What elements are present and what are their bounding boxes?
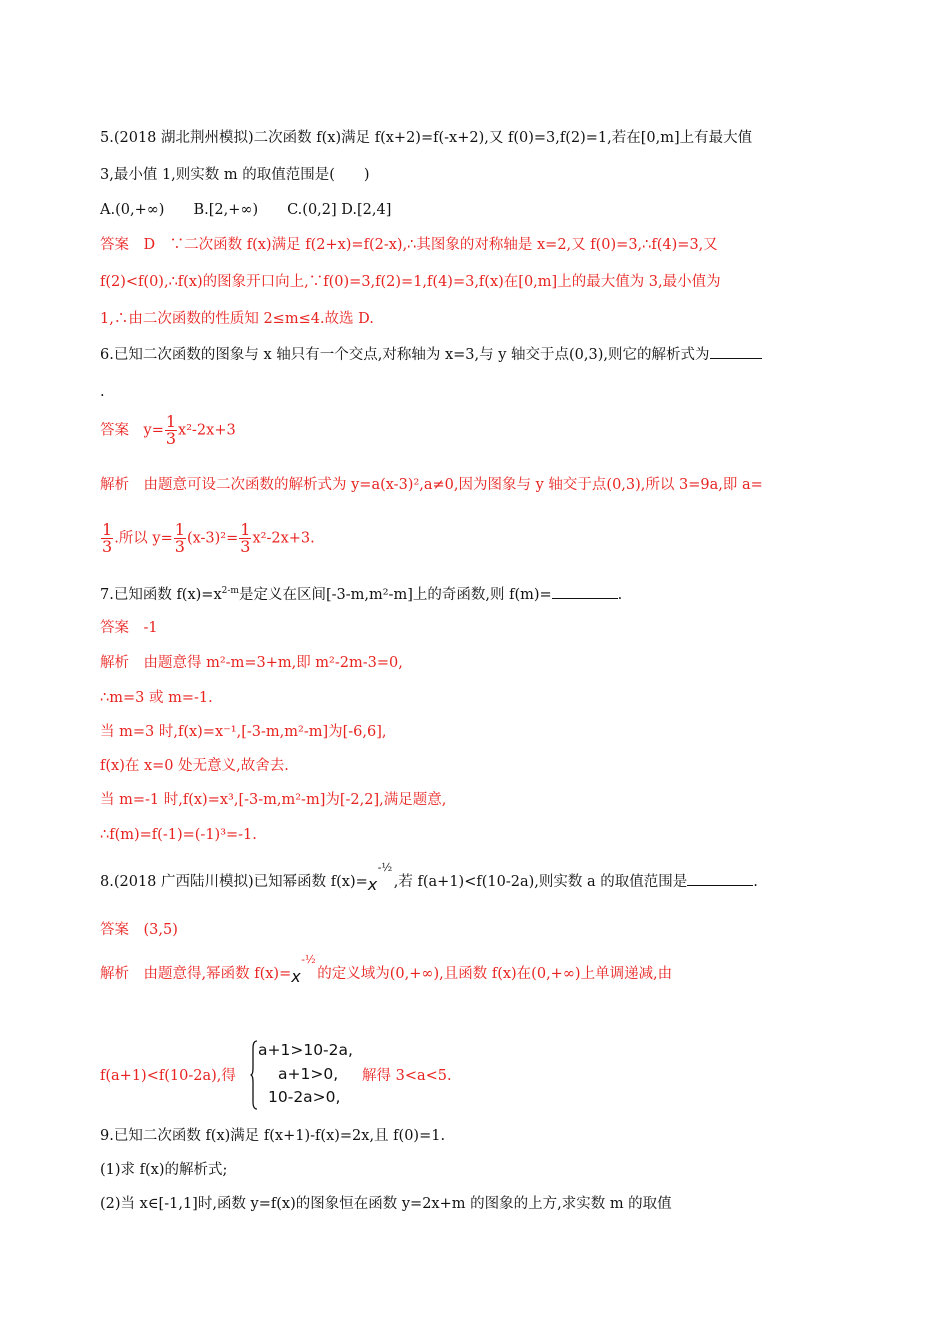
q8-power-expression bbox=[367, 861, 394, 894]
q8-stem-b: ,若 f(a+1)<f(10-2a),则实数 a 的取值范围是 bbox=[393, 874, 688, 890]
q8-analysis-a: 解析 由题意得,幂函数 f(x)= bbox=[100, 966, 292, 982]
fraction-coefficient bbox=[174, 522, 186, 555]
q7-analysis-line5: 当 m=-1 时,f(x)=x³,[-3-m,m²-m]为[-2,2],满足题意, bbox=[100, 792, 447, 808]
q7-stem bbox=[100, 584, 622, 605]
q8-system-result: 解得 3<a<5. bbox=[362, 1068, 452, 1084]
fraction-coefficient-2 bbox=[239, 522, 251, 555]
q7-analysis-line4: f(x)在 x=0 处无意义,故舍去. bbox=[100, 758, 289, 774]
inequality-row-1: a+1>10-2a, bbox=[258, 1041, 353, 1059]
q6-answer-blank bbox=[710, 344, 762, 359]
q7-exponent: 2-m bbox=[221, 586, 239, 596]
q5-stem-line2: 3,最小值 1,则实数 m 的取值范围是( ) bbox=[100, 167, 370, 183]
q8-analysis-b: 的定义域为(0,+∞),且函数 f(x)在(0,+∞)上单调递减,由 bbox=[317, 966, 673, 982]
q6-stem-text: 6.已知二次函数的图象与 x 轴只有一个交点,对称轴为 x=3,与 y 轴交于点(0,3),则它的解析式为 bbox=[100, 347, 710, 363]
q7-analysis-line2: ∴m=3 或 m=-1. bbox=[100, 690, 213, 706]
q5-stem-line1: 5.(2018 湖北荆州模拟)二次函数 f(x)满足 f(x+2)=f(-x+2),又 f(0)=3,f(2)=1,若在[0,m]上有最大值 bbox=[100, 130, 753, 146]
q8-answer: 答案 (3,5) bbox=[100, 922, 178, 938]
q7-stem-end: . bbox=[617, 587, 623, 603]
fraction-a-value bbox=[101, 522, 113, 555]
power-exponent: -½ bbox=[377, 861, 393, 874]
q6-stem bbox=[100, 344, 762, 365]
inequality-row-3: 10-2a>0, bbox=[268, 1088, 341, 1106]
fraction-denominator: 3 bbox=[102, 537, 113, 556]
q7-answer: 答案 -1 bbox=[100, 620, 158, 636]
q7-analysis-line3: 当 m=3 时,f(x)=x⁻¹,[-3-m,m²-m]为[-6,6], bbox=[100, 724, 387, 740]
q7-stem-a: 7.已知函数 f(x)=x bbox=[100, 587, 222, 603]
q8-analysis-power bbox=[291, 953, 317, 986]
fraction-denominator: 3 bbox=[174, 537, 185, 556]
inequality-row-2: a+1>0, bbox=[278, 1065, 339, 1083]
q8-stem-a: 8.(2018 广西陆川模拟)已知幂函数 f(x)= bbox=[100, 874, 368, 890]
q6-analysis-tail: x²-2x+3. bbox=[252, 530, 315, 547]
q9-part2: (2)当 x∈[-1,1]时,函数 y=f(x)的图象恒在函数 y=2x+m 的图象的上方,求实数 m 的取值 bbox=[100, 1196, 672, 1212]
fraction-denominator: 3 bbox=[165, 429, 177, 448]
fraction-numerator: 1 bbox=[102, 520, 113, 539]
q7-analysis-line6: ∴f(m)=f(-1)=(-1)³=-1. bbox=[100, 827, 257, 843]
q6-analysis-mid: .所以 y= bbox=[114, 530, 173, 547]
q9-part1: (1)求 f(x)的解析式; bbox=[100, 1162, 228, 1178]
q5-answer-line3: 1,∴由二次函数的性质知 2≤m≤4.故选 D. bbox=[100, 311, 374, 327]
fraction-numerator: 1 bbox=[174, 520, 185, 539]
fraction-numerator: 1 bbox=[240, 520, 251, 539]
fraction-denominator: 3 bbox=[240, 537, 251, 556]
q7-answer-blank bbox=[552, 584, 618, 599]
left-brace-icon bbox=[250, 1040, 258, 1110]
q8-analysis-line1 bbox=[100, 953, 673, 986]
q8-answer-blank bbox=[687, 871, 753, 886]
q9-stem: 9.已知二次函数 f(x)满足 f(x+1)-f(x)=2x,且 f(0)=1. bbox=[100, 1128, 446, 1144]
q5-options: A.(0,+∞) B.[2,+∞) C.(0,2] D.[2,4] bbox=[100, 202, 392, 218]
q6-analysis-line1: 解析 由题意可设二次函数的解析式为 y=a(x-3)²,a≠0,因为图象与 y 轴交于点(0,3),所以 3=9a,即 a= bbox=[100, 477, 763, 493]
q8-stem bbox=[100, 861, 758, 894]
q5-answer-line2: f(2)<f(0),∴f(x)的图象开口向上,∵f(0)=3,f(2)=1,f(4)=3,f(x)在[0,m]上的最大值为 3,最小值为 bbox=[100, 274, 721, 290]
power-base: x bbox=[367, 875, 378, 894]
q6-analysis-line2 bbox=[100, 522, 315, 555]
q6-answer bbox=[100, 414, 236, 447]
fraction-numerator: 1 bbox=[165, 412, 177, 431]
q8-system-lead: f(a+1)<f(10-2a),得 bbox=[100, 1068, 236, 1084]
q8-stem-end: . bbox=[753, 874, 758, 890]
q5-answer-line1: 答案 D ∵二次函数 f(x)满足 f(2+x)=f(2-x),∴其图象的对称轴是 x=2,又 f(0)=3,∴f(4)=3,又 bbox=[100, 237, 718, 253]
q6-answer-label: 答案 y= bbox=[100, 422, 164, 439]
q6-answer-tail: x²-2x+3 bbox=[178, 422, 236, 439]
q7-analysis-line1: 解析 由题意得 m²-m=3+m,即 m²-2m-3=0, bbox=[100, 655, 403, 671]
q6-stem-end: . bbox=[100, 384, 105, 400]
q7-stem-b: 是定义在区间[-3-m,m²-m]上的奇函数,则 f(m)= bbox=[238, 587, 552, 603]
q6-analysis-mid2: (x-3)²= bbox=[186, 530, 239, 547]
power-exponent: -½ bbox=[301, 953, 316, 966]
q6-answer-fraction bbox=[165, 414, 177, 447]
power-base: x bbox=[291, 967, 301, 986]
